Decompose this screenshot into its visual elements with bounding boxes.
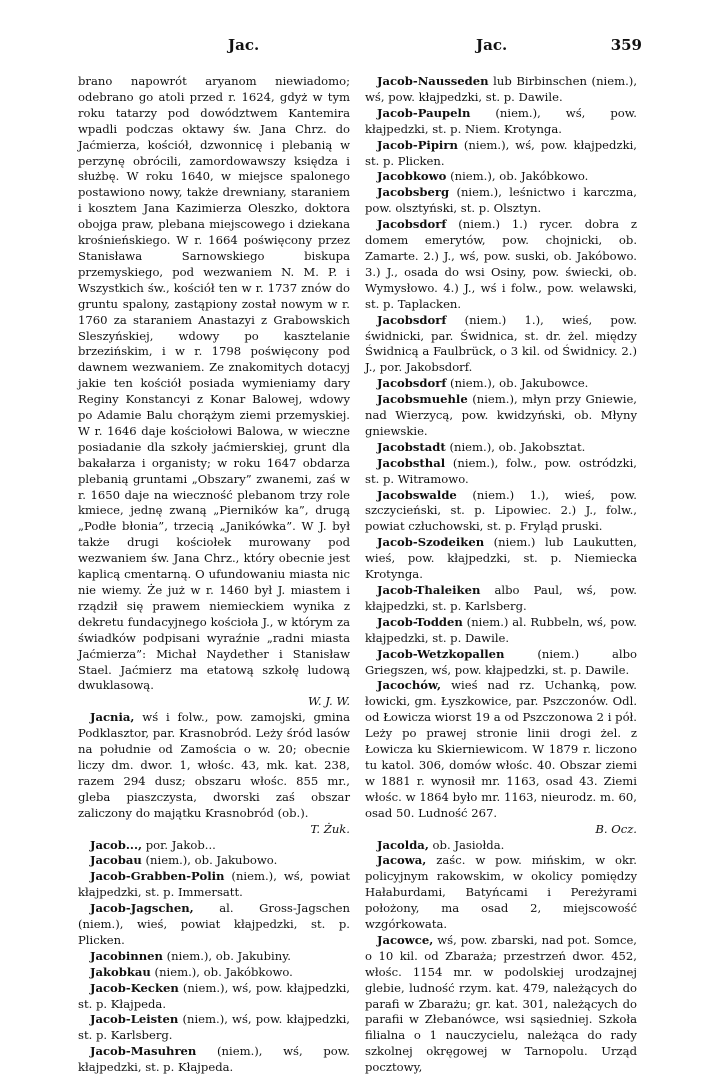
dictionary-entry [365,838,637,854]
dictionary-entry [78,1044,350,1076]
entry-text: (niem.), młyn przy Gniewie, nad Wierzycą, pow. kwidzyński, ob. Młyny gniewskie. [365,392,637,438]
dictionary-entry [365,217,637,312]
entry-headword: Jacobsdorf [377,376,447,391]
entry-headword: Jacochów, [377,678,442,693]
entry-text: wś, pow. zbarski, nad pot. Somce, o 10 kil. od Zbaraża; przestrzeń dwor. 452, włośc. 1154 mr. w podolskiej urodzajnej glebie, ludność rzym. kat. 479, należących do parafi w Zbarażu; gr. kat. 301, należących do parafii w Złebanówce, wsi sąsiedniej. Szkoła filialna o 1 nauczycielu, należąca do rady szkolnej okręgowej w Tarnopolu. Urząd pocztowy, [365,932,637,1075]
entry-headword: Jacob-Kecken [90,980,179,995]
entry-text: (niem.), ob. Jakubowo. [141,853,278,868]
entry-text: (niem.), ob. Jakubiny. [162,948,291,963]
entry-text: lub Birbinschen (niem.), wś, pow. kłajpedzki, st. p. Dawile. [365,74,637,104]
dictionary-entry [365,74,637,106]
dictionary-entry [78,965,350,981]
entry-headword: Jacob-Thaleiken [377,583,481,597]
dictionary-entry [365,488,637,536]
dictionary-entry [78,949,350,965]
entry-headword: Jacobswalde [377,487,457,502]
dictionary-entry [365,615,637,647]
page-header [78,36,642,60]
dictionary-entry [365,376,637,392]
entry-headword: Jacob-Grabben-Polin [90,869,225,884]
page-number: 359 [610,36,642,54]
dictionary-entry [365,678,637,837]
entry-headword: Jacobsdorf [377,312,447,327]
entry-text: (niem.), leśnictwo i karczma, pow. olsztyński, st. p. Olsztyn. [365,185,637,216]
entry-headword: Jacnia, [90,710,135,725]
dictionary-entry [365,106,637,138]
entry-text: (niem.) 1.), wieś, pow. szczycieński, st. p. Lipowiec. 2.) J., folw., powiat człuchowski, st. p. Fryląd pruski. [365,487,637,534]
dictionary-entry [78,74,350,710]
dictionary-entry [78,981,350,1013]
dictionary-entry [365,853,637,933]
entry-headword: Jacowa, [377,853,427,868]
entry-author: B. Ocz. [595,821,637,836]
entry-text: wieś nad rz. Uchanką, pow. łowicki, gm. Łyszkowice, par. Pszczonów. Odl. od Łowicza wiorst 19 a od Pszczonowa 2 i pół. Leży po prawej stronie linii drogi żel. z Łowicza ku Skierniewicom. W 1879 r. liczono tu katol. 306, domów włośc. 40. Obszar ziemi w 1881 r. wynosił mr. 1163, osad 43. Ziemi włośc. w 1864 było mr. 1163, nieurodz. m. 60, osad 50. Ludność 267. [365,678,637,820]
entry-headword: Jacob-Paupeln [377,105,471,120]
entry-text: (niem.) al. Rubbeln, wś, pow. kłajpedzki, st. p. Dawile. [365,614,637,645]
dictionary-entry [365,392,637,440]
entry-headword: Jacolda, [377,837,429,852]
entry-headword: Jacobau [90,853,142,868]
entry-headword: Jacob-Wetzkopallen [377,646,505,661]
dictionary-entry [365,185,637,217]
entry-text: (niem.) lub Laukutten, wieś, pow. kłajpedzki, st. p. Niemiecka Krotynga. [365,535,637,582]
left-column [78,74,350,1076]
entry-headword: Jacob-Jagschen, [90,901,194,916]
entry-text: (niem.), wś, pow. kłajpedzki, st. p. Kłajpeda. [78,980,350,1011]
dictionary-entry [78,869,350,901]
right-column [365,74,637,1076]
entry-text: (niem.) 1.), wieś, pow. świdnicki, par. Świdnica, st. dr. żel. między Świdnicą a Faulbrück, o 3 kil. od Świdnicy. 2.) J., por. Jakobsdorf. [365,312,637,375]
entry-headword: Jacob-Leisten [90,1012,179,1027]
entry-headword: Jacob..., [90,837,143,852]
dictionary-entry [365,440,637,456]
dictionary-entry [365,456,637,488]
entry-headword: Jacob-Masuhren [90,1044,197,1059]
entry-headword: Jacob-Todden [377,614,463,629]
entry-text: (niem.), folw., pow. ostródzki, st. p. Witramowo. [365,455,637,486]
entry-headword: Jacobkowo [377,169,447,184]
entry-headword: Jacobinnen [90,948,163,963]
entry-text: ob. Jasiołda. [428,837,505,852]
entry-text: (niem.), wś, pow. kłajpedzki, st. p. Niem. Krotynga. [365,105,637,136]
dictionary-entry [78,838,350,854]
entry-headword: Jacobsdorf [377,217,447,232]
entry-text: (niem.), wś, pow. kłajpedzki, st. p. Karlsberg. [78,1012,350,1043]
right-running-headword: Jac. [476,36,508,54]
entry-text: (niem.) 1.) rycer. dobra z domem emerytów, pow. chojnicki, ob. Zamarte. 2.) J., wś, pow. suski, ob. Jakóbowo. 3.) J., osada do wsi Osiny, pow. świecki, ob. Wymysłowo. 4.) J., wś i folw., pow. welawski, st. p. Taplacken. [365,217,637,311]
dictionary-entry [78,1012,350,1044]
dictionary-entry [78,853,350,869]
dictionary-entry [365,169,637,185]
entry-text: (niem.), wś, pow. kłajpedzki, st. p. Plicken. [365,137,637,168]
entry-text: wś i folw., pow. zamojski, gmina Podklasztor, par. Krasnobród. Leży śród lasów na południe od Zamościa o w. 20; obecnie liczy dm. dwor. 1, włośc. 43, mk. kat. 238, razem 294 dusz; obszaru włośc. 855 mr., gleba piaszczysta, dworski zaś obszar zaliczony do majątku Krasnobród (ob.). [78,710,350,820]
entry-headword: Jacob-Nausseden [377,74,489,88]
dictionary-entry [365,647,637,679]
entry-headword: Jacobsthal [377,455,446,470]
dictionary-entry [78,901,350,949]
entry-author: W. J. W. [308,694,350,709]
entry-text: (niem.), ob. Jakobsztat. [445,439,586,454]
entry-text: (niem.), wś, powiat kłajpedzki, st. p. Immersatt. [78,869,350,900]
dictionary-entry [365,313,637,377]
entry-text: brano napowrót aryanom niewiadomo; odebrano go atoli przed r. 1624, gdyż w tym roku tatarzy pod dowództwem Kantemira wpadli podczas oktawy św. Jana Chrz. do Jaćmierza, kościół, dzwonnicę i plebanią w perzynę obrócili, zamordowawszy księdza i służbę. W roku 1640, w miejsce spalonego postawiono nowy, także drewniany, staraniem i kosztem Jana Kazimierza Oleszko, doktora obojga praw, plebana miejscowego i dziekana krośnieńskiego. W r. 1664 poświęcony przez Stanisława Sarnowskiego biskupa przemyskiego, pod wezwaniem N. M. P. i Wszystkich św., kościół ten w r. 1737 znów do gruntu spalony, zastąpiony został nowym w r. 1760 za staraniem Anastazyi z Grabowskich Sleszyńskiej, wdowy po kasztelanie brzezińskim, i w r. 1798 poświęcony pod dawnem wezwaniem. Ze znakomitych dotacyj jakie ten kościół posiada wymieniamy dary Reginy Konstancyi z Konar Balowej, wdowy po Adamie Balu chorążym ziemi przemyskiej. W r. 1646 daje kościołowi Balowa, w wieczne posiadanie dla szkoły jaćmierskiej, grunt dla bakałarza i organisty; w roku 1647 obdarza plebanią gruntami „Obszary” zwanemi, zaś w r. 1650 daje na wieczność plebanom trzy role kmiece, jednę zwaną „Pierników ka”, drugą „Podłe błonia”, trzecią „Janikówka”. W J. był także drugi kościołek murowany pod wezwaniem św. Jana Chrz., który obecnie jest kaplicą cmentarną. O ufundowaniu miasta nic nie wiemy. Że już w r. 1460 był J. miastem i rządził się prawem niemieckiem wynika z dekretu fundacyjnego kościoła J., w którym za świadków podpisani wyraźnie „radni miasta Jaćmierza”: Michał Naydether i Stanisław Stael. Jaćmierz ma etatową szkołę ludową dwuklasową. [78,74,350,693]
entry-text: (niem.), ob. Jakóbkowo. [446,169,589,184]
entry-headword: Jacowce, [377,932,434,947]
dictionary-entry [365,138,637,170]
entry-text: al. Gross-Jagschen (niem.), wieś, powiat kłajpedzki, st. p. Plicken. [78,901,350,947]
dictionary-entry [365,535,637,583]
entry-text: zaśc. w pow. mińskim, w okr. policyjnym rakowskim, w okolicy pomiędzy Hałaburdami, Batyńcami i Pereżyrami położony, ma osad 2, miejscowość wzgórkowata. [365,853,637,932]
dictionary-entry [78,710,350,837]
entry-text: (niem.), ob. Jakóbkowo. [150,964,293,979]
entry-headword: Jacobstadt [377,439,446,454]
entry-author: T. Żuk. [310,821,350,836]
entry-headword: Jacobsberg [377,185,450,200]
entry-headword: Jacob-Pipirn [377,137,458,152]
entry-headword: Jakobkau [90,964,151,979]
entry-headword: Jacob-Szodeiken [377,535,485,550]
entry-text: (niem.), ob. Jakubowce. [446,376,589,391]
entry-headword: Jacobsmuehle [377,392,468,407]
entry-text: (niem.), wś, pow. kłajpedzki, st. p. Kłajpeda. [78,1044,350,1075]
dictionary-entry [365,933,637,1076]
dictionary-entry [365,583,637,615]
entry-text: (niem.) albo Griegszen, wś, pow. kłajpedzki, st. p. Dawile. [365,646,637,677]
entry-text: por. Jakob... [142,837,216,852]
entry-text: albo Paul, wś, pow. kłajpedzki, st. p. Karlsberg. [365,583,637,613]
left-running-headword: Jac. [228,36,260,54]
